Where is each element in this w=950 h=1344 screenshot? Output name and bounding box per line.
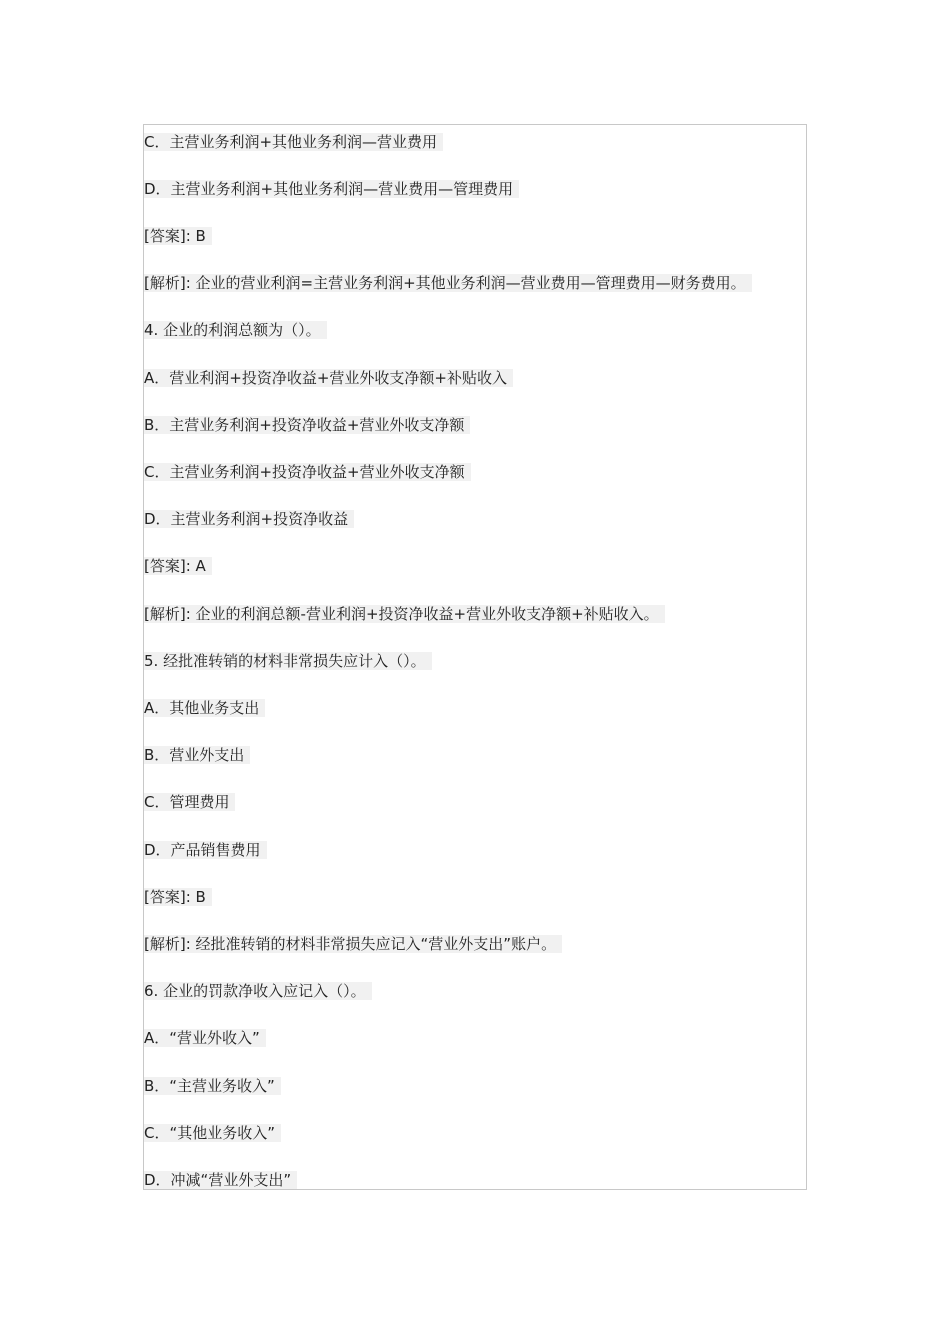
- line-text: 4. 企业的利润总额为（）。: [144, 321, 327, 339]
- analysis-q4: [144, 603, 665, 625]
- analysis-q3: [144, 272, 752, 294]
- answer-q5: [144, 886, 212, 908]
- line-text: C．主营业务利润+投资净收益+营业外收支净额: [144, 463, 471, 481]
- line-text: D．产品销售费用: [144, 841, 267, 859]
- option-b-q6: [144, 1075, 281, 1097]
- line-text: [答案]: B: [144, 888, 212, 906]
- line-text: B．主营业务利润+投资净收益+营业外收支净额: [144, 416, 470, 434]
- answer-q4: [144, 555, 212, 577]
- option-d-q3: [144, 178, 519, 200]
- option-d-q6: [144, 1169, 297, 1190]
- question-5: [144, 650, 432, 672]
- line-text: D．冲减“营业外支出”: [144, 1171, 297, 1189]
- line-text: A．其他业务支出: [144, 699, 265, 717]
- line-text: 5. 经批准转销的材料非常损失应计入（）。: [144, 652, 432, 670]
- line-text: [解析]: 经批准转销的材料非常损失应记入“营业外支出”账户。: [144, 935, 562, 953]
- option-b-q4: [144, 414, 470, 436]
- option-c-q3: [144, 131, 443, 153]
- option-d-q5: [144, 839, 267, 861]
- option-a-q6: [144, 1027, 266, 1049]
- option-c-q5: [144, 791, 235, 813]
- line-text: [解析]: 企业的利润总额-营业利润+投资净收益+营业外收支净额+补贴收入。: [144, 605, 665, 623]
- line-text: D．主营业务利润+其他业务利润—营业费用—管理费用: [144, 180, 519, 198]
- line-text: C．“其他业务收入”: [144, 1124, 281, 1142]
- line-text: B．“主营业务收入”: [144, 1077, 281, 1095]
- answer-q3: [144, 225, 212, 247]
- option-c-q4: [144, 461, 471, 483]
- option-d-q4: [144, 508, 354, 530]
- line-text: [答案]: B: [144, 227, 212, 245]
- line-text: B．营业外支出: [144, 746, 250, 764]
- line-text: C．主营业务利润+其他业务利润—营业费用: [144, 133, 443, 151]
- option-a-q4: [144, 367, 513, 389]
- line-text: A．营业利润+投资净收益+营业外收支净额+补贴收入: [144, 369, 513, 387]
- analysis-q5: [144, 933, 562, 955]
- question-4: [144, 319, 327, 341]
- option-a-q5: [144, 697, 265, 719]
- line-text: D．主营业务利润+投资净收益: [144, 510, 354, 528]
- line-text: [解析]: 企业的营业利润=主营业务利润+其他业务利润—营业费用—管理费用—财务费用。: [144, 274, 752, 292]
- line-text: [答案]: A: [144, 557, 212, 575]
- line-text: C．管理费用: [144, 793, 235, 811]
- option-c-q6: [144, 1122, 281, 1144]
- line-text: A．“营业外收入”: [144, 1029, 266, 1047]
- option-b-q5: [144, 744, 250, 766]
- document-frame: [143, 124, 807, 1190]
- question-6: [144, 980, 372, 1002]
- line-text: 6. 企业的罚款净收入应记入（）。: [144, 982, 372, 1000]
